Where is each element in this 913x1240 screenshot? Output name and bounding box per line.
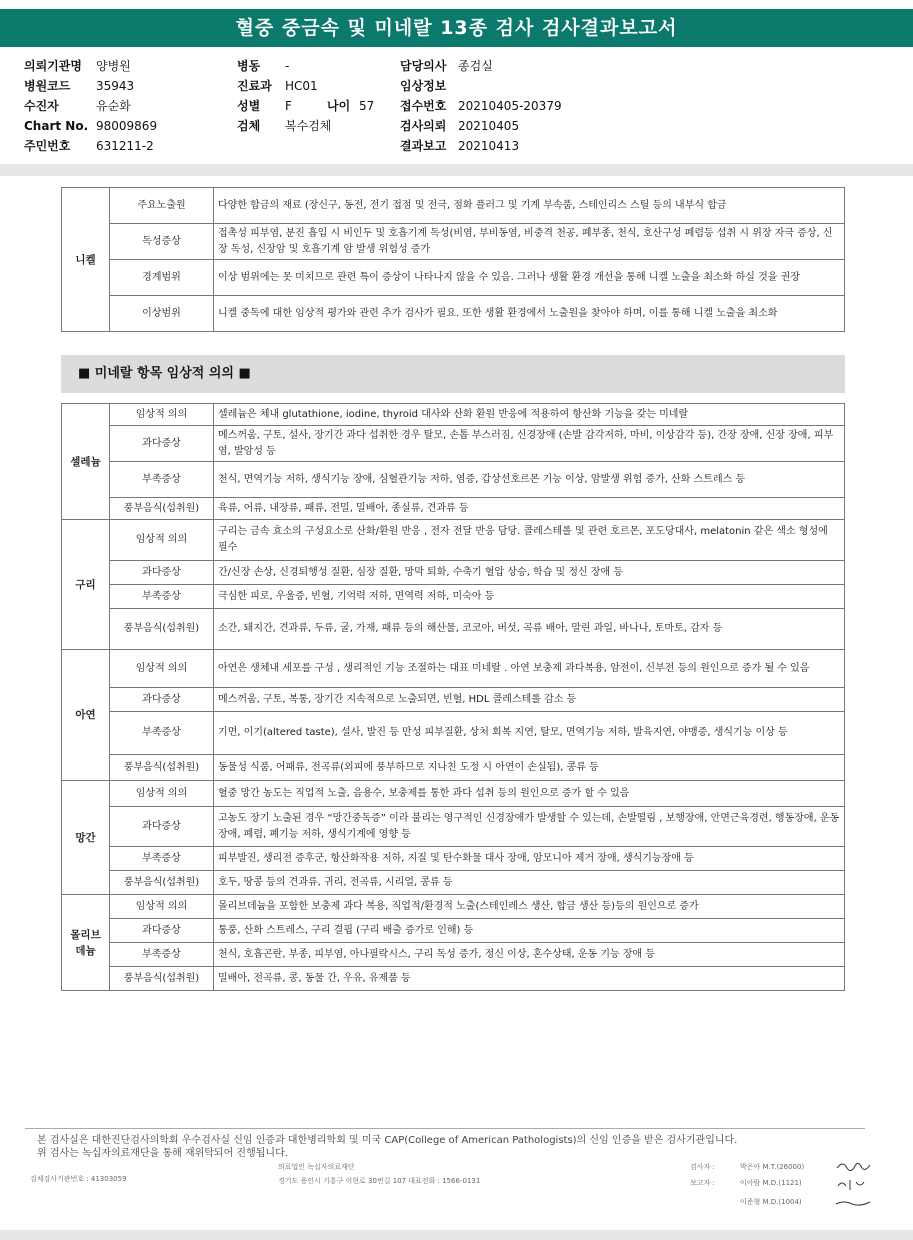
row-label: 풍부음식(섭취원) <box>110 871 214 895</box>
field-label: 검체 <box>237 119 261 133</box>
nickel-table <box>61 187 845 332</box>
row-label: 경계범위 <box>110 260 214 296</box>
field-value: 98009869 <box>96 119 158 133</box>
patient-info-col2 <box>237 56 374 136</box>
field-label: 병동 <box>237 59 261 73</box>
section-name: 구리 <box>62 520 110 650</box>
tester-label: 검사자 : <box>690 1163 715 1171</box>
row-text: 호두, 땅콩 등의 견과류, 귀리, 전곡류, 시리얼, 콩류 등 <box>214 871 845 895</box>
row-text: 셀레늄은 체내 glutathione, iodine, thyroid 대사와 산화 환원 반응에 적용하여 항산화 기능을 갖는 미네랄 <box>214 404 845 426</box>
row-text: 혈중 망간 농도는 직업적 노출, 음용수, 보충제를 통한 과다 섭취 등의 원인으로 증가 할 수 있음 <box>214 781 845 807</box>
field-value: 20210413 <box>458 139 520 153</box>
section-name: 아연 <box>62 650 110 781</box>
field-label: 담당의사 <box>400 59 447 73</box>
field-value: HC01 <box>285 79 318 93</box>
bottom-page-band <box>0 1230 913 1240</box>
certification-line-2: 위 검사는 녹십자의료재단을 통해 재위탁되어 진행됩니다. <box>37 1148 288 1159</box>
row-text: 밀배아, 전곡류, 콩, 동물 간, 우유, 유제품 등 <box>214 967 845 991</box>
section-name: 몰리브 데늄 <box>62 895 110 991</box>
field-value: 복수검체 <box>285 119 332 133</box>
row-text: 몰리브데늄을 포함한 보충제 과다 복용, 직업적/환경적 노출(스테인레스 생산, 합금 생산 등)등의 원인으로 증가 <box>214 895 845 919</box>
field-label: 의뢰기관명 <box>24 59 82 73</box>
row-label: 풍부음식(섭취원) <box>110 609 214 650</box>
row-label: 임상적 의의 <box>110 895 214 919</box>
row-text: 메스꺼움, 구토, 설사, 장기간 과다 섭취한 경우 탈모, 손톱 부스러짐, 신경장애 (손발 감각저하, 마비, 이상감각 등), 간장 장애, 신장 장애, 피부염, 발암성 등 <box>214 426 845 462</box>
field-value: 양병원 <box>96 59 131 73</box>
row-label: 과다증상 <box>110 807 214 847</box>
row-text: 기면, 이기(altered taste), 설사, 발진 등 만성 피부질환, 상처 회복 지연, 탈모, 면역기능 저하, 발육지연, 야맹증, 생식기능 이상 등 <box>214 712 845 755</box>
row-label: 부족증상 <box>110 943 214 967</box>
certification-line-1: 본 검사실은 대한진단검사의학회 우수검사실 신임 인증과 대한병리학회 및 미국 CAP(College of American Pathologists)의 신임 인증을 받은 검사기관입니다. <box>37 1135 738 1146</box>
row-text: 다양한 합금의 재료 (장신구, 동전, 전기 접점 및 전극, 점화 플러그 및 기계 부속품, 스테인리스 스틸 등의 내부식 합금 <box>214 188 845 224</box>
row-text: 접촉성 피부염, 분진 흡입 시 비인두 및 호흡기계 독성(비염, 부비동염, 비중격 천공, 폐부종, 천식, 호산구성 폐렴등 섭취 시 위장 자극 증상, 신장 독성, 신장암 및 호흡기계 암 발생 위험성 증가 <box>214 224 845 260</box>
row-label: 임상적 의의 <box>110 404 214 426</box>
mineral-section-header <box>61 355 845 393</box>
mineral-table <box>61 403 845 991</box>
reporter-name-1: 이아람 M.D.(1121) <box>740 1179 802 1187</box>
row-label: 풍부음식(섭취원) <box>110 967 214 991</box>
field-label: 진료과 <box>237 79 272 93</box>
field-label: 수진자 <box>24 99 59 113</box>
row-text: 아연은 생체내 세포를 구성 , 생리적인 기능 조절하는 대표 미네랄 . 아연 보충제 과다복용, 암전이, 신부전 등의 원인으로 증가 될 수 있음 <box>214 650 845 688</box>
age-label: 나이 <box>327 99 351 113</box>
field-label: 임상정보 <box>400 79 447 93</box>
footer-divider <box>25 1128 865 1129</box>
age-value: 57 <box>359 99 375 113</box>
row-text: 통풍, 산화 스트레스, 구리 결핍 (구리 배출 증가로 인해) 등 <box>214 919 845 943</box>
row-label: 과다증상 <box>110 426 214 462</box>
field-value: F <box>285 99 292 113</box>
field-label: 성별 <box>237 99 261 113</box>
field-label: 검사의뢰 <box>400 119 447 133</box>
row-text: 천식, 호흡곤란, 부종, 피부염, 아나필락시스, 구리 독성 증가, 정신 이상, 혼수상태, 운동 기능 장애 등 <box>214 943 845 967</box>
reporter-name-2: 이준형 M.D.(1004) <box>740 1198 802 1206</box>
reporter-label: 보고자 : <box>690 1179 715 1187</box>
row-text: 메스꺼움, 구토, 복통, 장기간 지속적으로 노출되면, 빈혈, HDL 콜레스테롤 감소 등 <box>214 688 845 712</box>
field-value: 종검실 <box>458 59 493 73</box>
field-value: 35943 <box>96 79 135 93</box>
section-name: 니켈 <box>62 188 110 332</box>
row-label: 이상범위 <box>110 296 214 332</box>
section-name: 망간 <box>62 781 110 895</box>
row-label: 풍부음식(섭취원) <box>110 755 214 781</box>
patient-info-col1 <box>24 56 157 156</box>
row-label: 부족증상 <box>110 847 214 871</box>
field-label: 접수번호 <box>400 99 447 113</box>
patient-info-col3 <box>400 56 562 156</box>
row-text: 구리는 금속 효소의 구성요소로 산화/환원 반응 , 전자 전달 반응 담당. 콜레스테롤 및 관련 호르몬, 포도당대사, melatonin 같은 색소 형성에 필수 <box>214 520 845 561</box>
tester-name: 박은아 M.T.(26000) <box>740 1163 805 1171</box>
section-name: 셀레늄 <box>62 404 110 520</box>
row-label: 과다증상 <box>110 688 214 712</box>
certification-text <box>37 1134 737 1160</box>
row-label: 임상적 의의 <box>110 781 214 807</box>
row-text: 니켈 중독에 대한 임상적 평가와 관련 추가 검사가 필요. 또한 생활 환경에서 노출원을 찾아야 하며, 이를 통해 니켈 노출을 최소화 <box>214 296 845 332</box>
row-text: 동물성 식품, 어패류, 전곡류(외피에 풍부하므로 지나친 도정 시 아연이 손실됨), 콩류 등 <box>214 755 845 781</box>
row-text: 천식, 면역기능 저하, 생식기능 장애, 심혈관기능 저하, 염증, 갑상선호르몬 기능 이상, 암발생 위험 증가, 산화 스트레스 등 <box>214 462 845 498</box>
row-label: 임상적 의의 <box>110 650 214 688</box>
report-title: 혈중 중금속 및 미네랄 13종 검사 검사결과보고서 <box>0 9 913 47</box>
org-code: 검체검사기관번호 : 41303059 <box>30 1175 127 1183</box>
row-text: 극심한 피로, 우울증, 빈혈, 기억력 저하, 면역력 저하, 미숙아 등 <box>214 585 845 609</box>
field-value: 631211-2 <box>96 139 154 153</box>
row-text: 고농도 장기 노출된 경우 “망간중독증” 이라 불리는 영구적인 신경장애가 발생할 수 있는데, 손발떨림 , 보행장애, 안면근육경련, 행동장애, 운동장애, 폐렴, 폐기능 저하, 생식기계에 영향 등 <box>214 807 845 847</box>
signature-image <box>832 1156 876 1212</box>
field-label: 병원코드 <box>24 79 71 93</box>
field-value: 20210405 <box>458 119 520 133</box>
field-value: 유순화 <box>96 99 131 113</box>
row-text: 이상 범위에는 못 미치므로 관련 특이 증상이 나타나지 않을 수 있음. 그러나 생활 환경 개선을 통해 니켈 노출을 최소화 하실 것을 권장 <box>214 260 845 296</box>
row-label: 부족증상 <box>110 462 214 498</box>
field-value: 20210405-20379 <box>458 99 562 113</box>
field-label: 주민번호 <box>24 139 71 153</box>
org-address: 경기도 용인시 기흥구 이현로 30번길 107 대표전화 : 1566-0131 <box>278 1177 481 1185</box>
row-label: 과다증상 <box>110 561 214 585</box>
row-label: 주요노출원 <box>110 188 214 224</box>
row-label: 부족증상 <box>110 712 214 755</box>
header-divider-band <box>0 164 913 176</box>
row-label: 부족증상 <box>110 585 214 609</box>
field-label: Chart No. <box>24 119 89 133</box>
field-label: 결과보고 <box>400 139 447 153</box>
row-label: 과다증상 <box>110 919 214 943</box>
row-label: 독성증상 <box>110 224 214 260</box>
row-text: 소간, 돼지간, 견과류, 두류, 굴, 가재, 패류 등의 해산물, 코코아, 버섯, 곡류 배아, 말린 과일, 바나나, 토마토, 감자 등 <box>214 609 845 650</box>
row-text: 피부발진, 생리전 증후군, 항산화작용 저하, 지질 및 탄수화물 대사 장애, 암모니아 제거 장애, 생식기능장애 등 <box>214 847 845 871</box>
field-value: - <box>285 59 290 73</box>
row-label: 임상적 의의 <box>110 520 214 561</box>
row-text: 육류, 어류, 내장류, 패류, 전밀, 밀배아, 종실류, 견과류 등 <box>214 498 845 520</box>
mineral-section-title: ■ 미네랄 항목 임상적 의의 ■ <box>78 366 251 381</box>
row-label: 풍부음식(섭취원) <box>110 498 214 520</box>
org-name: 의료법인 녹십자의료재단 <box>278 1163 355 1171</box>
row-text: 간/신장 손상, 신경퇴행성 질환, 심장 질환, 망막 퇴화, 수축기 혈압 상승, 학습 및 정신 장애 등 <box>214 561 845 585</box>
